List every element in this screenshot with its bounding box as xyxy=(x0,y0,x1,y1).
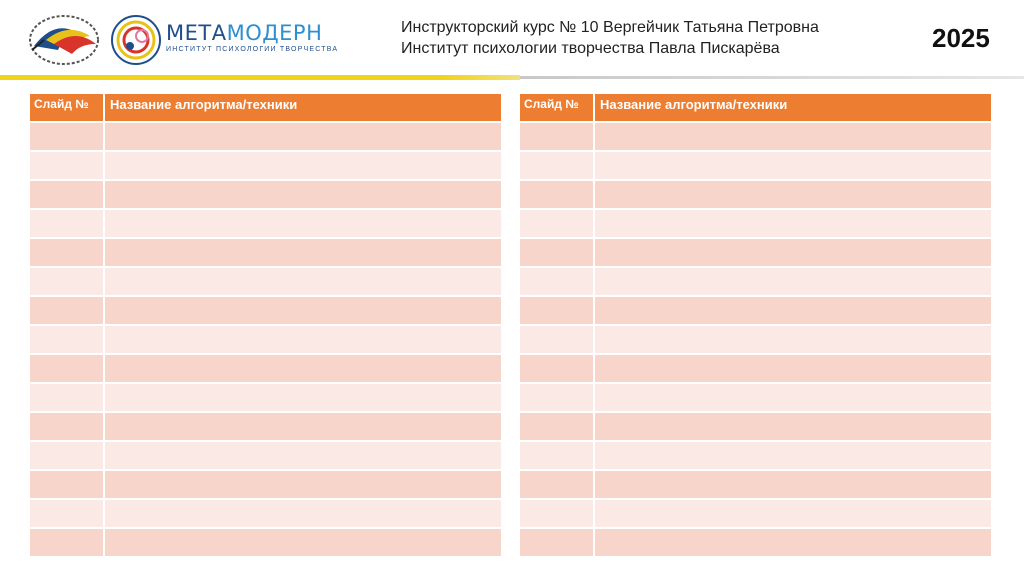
table-row xyxy=(30,210,501,237)
technique-name-cell[interactable] xyxy=(105,384,501,411)
technique-name-cell[interactable] xyxy=(105,239,501,266)
technique-name-cell[interactable] xyxy=(105,471,501,498)
table-row xyxy=(520,326,991,353)
column-header-slide: Слайд № xyxy=(30,94,103,121)
slide-number-cell[interactable] xyxy=(30,239,103,266)
table-row xyxy=(30,268,501,295)
table-row xyxy=(30,529,501,556)
institute-emblem-logo xyxy=(24,10,104,70)
technique-name-cell[interactable] xyxy=(105,355,501,382)
table-row xyxy=(30,413,501,440)
slide-number-cell[interactable] xyxy=(520,500,593,527)
table-row xyxy=(520,529,991,556)
slide-number-cell[interactable] xyxy=(520,529,593,556)
table-row xyxy=(520,384,991,411)
slide-number-cell[interactable] xyxy=(30,355,103,382)
technique-name-cell[interactable] xyxy=(105,210,501,237)
table-row xyxy=(30,442,501,469)
technique-name-cell[interactable] xyxy=(105,123,501,150)
header xyxy=(0,0,1024,80)
slide-number-cell[interactable] xyxy=(520,210,593,237)
slide-number-cell[interactable] xyxy=(30,268,103,295)
slide-number-cell[interactable] xyxy=(30,123,103,150)
column-header-slide: Слайд № xyxy=(520,94,593,121)
table-row xyxy=(520,268,991,295)
technique-name-cell[interactable] xyxy=(105,268,501,295)
technique-name-cell[interactable] xyxy=(595,268,991,295)
table-row xyxy=(520,239,991,266)
slide-number-cell[interactable] xyxy=(30,413,103,440)
technique-name-cell[interactable] xyxy=(105,500,501,527)
technique-name-cell[interactable] xyxy=(105,181,501,208)
technique-name-cell[interactable] xyxy=(595,326,991,353)
technique-name-cell[interactable] xyxy=(105,152,501,179)
slide-number-cell[interactable] xyxy=(520,442,593,469)
table-row xyxy=(30,152,501,179)
table-row xyxy=(520,500,991,527)
table-row xyxy=(30,181,501,208)
table-row xyxy=(30,239,501,266)
technique-name-cell[interactable] xyxy=(595,210,991,237)
table-row xyxy=(30,471,501,498)
slide-number-cell[interactable] xyxy=(520,268,593,295)
slide-number-cell[interactable] xyxy=(520,239,593,266)
table-row xyxy=(520,442,991,469)
slide-number-cell[interactable] xyxy=(520,384,593,411)
column-header-technique: Название алгоритма/техники xyxy=(595,94,991,121)
technique-name-cell[interactable] xyxy=(105,297,501,324)
metamodern-swirl-logo xyxy=(108,8,164,70)
technique-name-cell[interactable] xyxy=(595,413,991,440)
table-row xyxy=(30,500,501,527)
table-row xyxy=(520,355,991,382)
table-row xyxy=(520,210,991,237)
table-row xyxy=(520,181,991,208)
technique-name-cell[interactable] xyxy=(105,413,501,440)
technique-name-cell[interactable] xyxy=(595,442,991,469)
slide-number-cell[interactable] xyxy=(30,181,103,208)
slide-number-cell[interactable] xyxy=(520,413,593,440)
technique-name-cell[interactable] xyxy=(595,500,991,527)
slide-number-cell[interactable] xyxy=(30,297,103,324)
technique-name-cell[interactable] xyxy=(595,239,991,266)
technique-name-cell[interactable] xyxy=(105,326,501,353)
slide-number-cell[interactable] xyxy=(30,152,103,179)
slide-number-cell[interactable] xyxy=(520,297,593,324)
technique-name-cell[interactable] xyxy=(595,123,991,150)
course-title-line2: Институт психологии творчества Павла Пискарёва xyxy=(401,40,780,57)
column-header-technique: Название алгоритма/техники xyxy=(105,94,501,121)
technique-name-cell[interactable] xyxy=(595,529,991,556)
slide-number-cell[interactable] xyxy=(520,152,593,179)
course-title xyxy=(401,17,819,59)
table-row xyxy=(520,152,991,179)
brand-wordmark xyxy=(166,22,338,53)
technique-name-cell[interactable] xyxy=(595,181,991,208)
technique-table-left xyxy=(28,92,503,558)
technique-name-cell[interactable] xyxy=(595,471,991,498)
table-row xyxy=(30,123,501,150)
slide-number-cell[interactable] xyxy=(30,529,103,556)
slide-number-cell[interactable] xyxy=(520,181,593,208)
table-row xyxy=(30,297,501,324)
slide-number-cell[interactable] xyxy=(30,471,103,498)
slide-number-cell[interactable] xyxy=(30,210,103,237)
year-label: 2025 xyxy=(932,23,990,53)
brand-subtitle: ИНСТИТУТ ПСИХОЛОГИИ ТВОРЧЕСТВА xyxy=(166,46,339,53)
table-row xyxy=(30,355,501,382)
table-row xyxy=(520,471,991,498)
slide-number-cell[interactable] xyxy=(520,355,593,382)
technique-name-cell[interactable] xyxy=(595,355,991,382)
slide-number-cell[interactable] xyxy=(30,326,103,353)
technique-name-cell[interactable] xyxy=(105,529,501,556)
table-row xyxy=(520,413,991,440)
technique-name-cell[interactable] xyxy=(105,442,501,469)
brand-secondary: МОДЕРН xyxy=(226,21,323,45)
slide-number-cell[interactable] xyxy=(30,384,103,411)
brand-primary: МЕТА xyxy=(166,21,227,45)
technique-name-cell[interactable] xyxy=(595,384,991,411)
technique-name-cell[interactable] xyxy=(595,297,991,324)
table-row xyxy=(520,297,991,324)
slide-number-cell[interactable] xyxy=(520,471,593,498)
slide-number-cell[interactable] xyxy=(520,123,593,150)
slide-number-cell[interactable] xyxy=(30,500,103,527)
technique-table-right xyxy=(518,92,993,558)
slide-number-cell[interactable] xyxy=(30,442,103,469)
table-row xyxy=(520,123,991,150)
table-row xyxy=(30,326,501,353)
table-row xyxy=(30,384,501,411)
course-title-line1: Инструкторский курс № 10 Вергейчик Татьяна Петровна xyxy=(401,19,819,36)
header-divider xyxy=(0,75,1024,80)
technique-name-cell[interactable] xyxy=(595,152,991,179)
slide-number-cell[interactable] xyxy=(520,326,593,353)
